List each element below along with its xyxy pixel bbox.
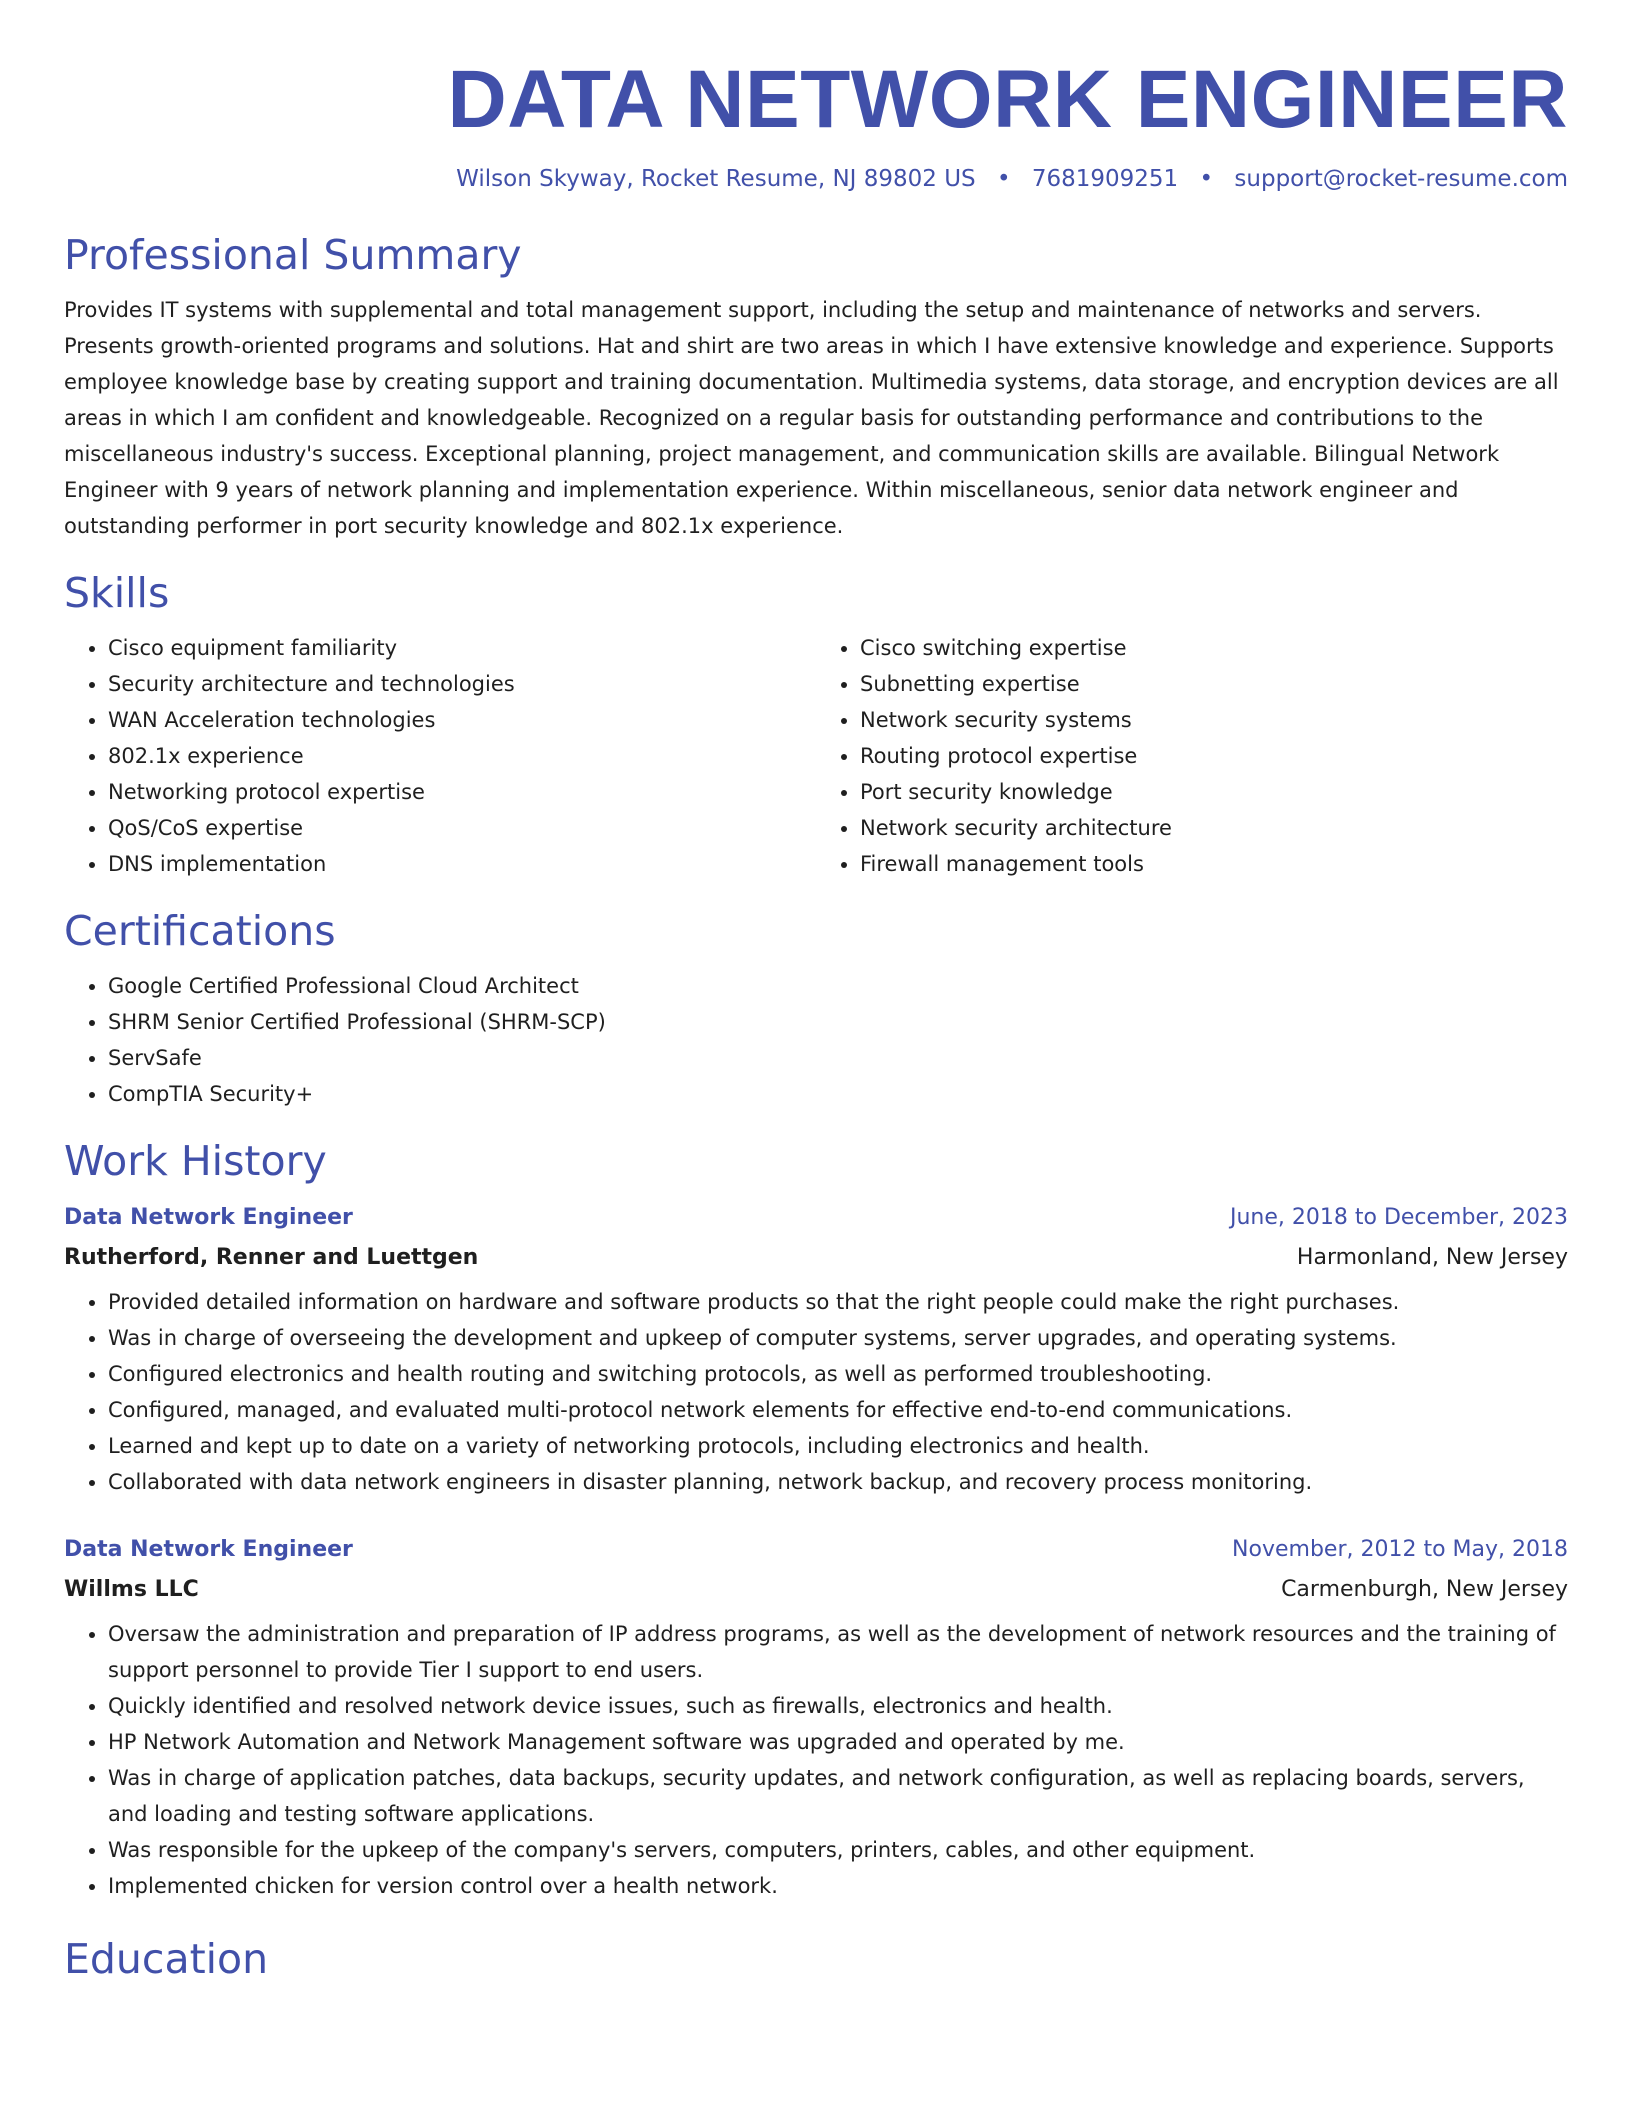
skills-heading: Skills (64, 569, 170, 617)
job-title: Data Network Engineer (64, 1537, 353, 1562)
job-bullet: • Was responsible for the upkeep of the company's servers, computers, printers, cables, and other equipment. (108, 1832, 1568, 1868)
skills-column-right (816, 630, 1568, 882)
skill-item: • Subnetting expertise (860, 666, 1568, 702)
job-company: Rutherford, Renner and Luettgen (64, 1245, 479, 1270)
job-location: Harmonland, New Jersey (1296, 1245, 1568, 1270)
job-bullet: • Configured electronics and health routing and switching protocols, as well as performed troubleshooting. (108, 1356, 1568, 1392)
skill-item: • WAN Acceleration technologies (108, 702, 816, 738)
skill-item: • Network security systems (860, 702, 1568, 738)
contact-line (64, 166, 1568, 192)
skill-item: • Port security knowledge (860, 774, 1568, 810)
skill-item: • Network security architecture (860, 810, 1568, 846)
job-title-row (64, 1530, 1568, 1570)
job-bullet: • Implemented chicken for version control over a health network. (108, 1868, 1568, 1904)
certification-item: • CompTIA Security+ (108, 1076, 1568, 1112)
job-bullet: • Was in charge of overseeing the development and upkeep of computer systems, server upgrades, and operating systems. (108, 1320, 1568, 1356)
skill-item: • Security architecture and technologies (108, 666, 816, 702)
job-company-row (64, 1570, 1568, 1610)
certifications-heading: Certifications (64, 907, 336, 955)
job-bullet: • Learned and kept up to date on a variety of networking protocols, including electronics and health. (108, 1428, 1568, 1464)
job-bullets (64, 1284, 1568, 1500)
education-heading: Education (64, 1935, 269, 1983)
job-bullet: • Configured, managed, and evaluated multi-protocol network elements for effective end-to-end communications. (108, 1392, 1568, 1428)
job-company-row (64, 1238, 1568, 1278)
skill-item: • Networking protocol expertise (108, 774, 816, 810)
resume-header (64, 54, 1568, 192)
contact-separator: • (1199, 166, 1214, 192)
job-bullet: • Collaborated with data network engineers in disaster planning, network backup, and recovery process monitoring. (108, 1464, 1568, 1500)
skill-item: • Cisco equipment familiarity (108, 630, 816, 666)
certifications-list (64, 968, 1568, 1112)
job-title-row (64, 1198, 1568, 1238)
job-dates: November, 2012 to May, 2018 (1232, 1537, 1568, 1562)
job-entry (64, 1198, 1568, 1500)
job-bullets (64, 1616, 1568, 1904)
contact-email: support@rocket-resume.com (1234, 166, 1568, 192)
contact-address: Wilson Skyway, Rocket Resume, NJ 89802 US (456, 166, 976, 192)
certification-item: • Google Certified Professional Cloud Architect (108, 968, 1568, 1004)
job-location: Carmenburgh, New Jersey (1281, 1577, 1568, 1602)
job-title: Data Network Engineer (64, 1205, 353, 1230)
skill-item: • DNS implementation (108, 846, 816, 882)
job-bullet: • Oversaw the administration and preparation of IP address programs, as well as the development of network resources and the training of support personnel to provide Tier I support to end users. (108, 1616, 1568, 1688)
job-entry (64, 1530, 1568, 1904)
job-bullet: • Was in charge of application patches, data backups, security updates, and network configuration, as well as replacing boards, servers, and loading and testing software applications. (108, 1760, 1568, 1832)
resume-title: DATA NETWORK ENGINEER (447, 54, 1568, 145)
skill-item: • 802.1x experience (108, 738, 816, 774)
summary-text: Provides IT systems with supplemental and total management support, including the setup and maintenance of networks and servers. Presents growth-oriented programs and solutions. Hat and shirt are two areas in which I have extensive knowledge and experience. Supports employee knowledge base by creating support and training documentation. Multimedia systems, data storage, and encryption devices are all areas in which I am confident and knowledgeable. Recognized on a regular basis for outstanding performance and contributions to the miscellaneous industry's success. Exceptional planning, project management, and communication skills are available. Bilingual Network Engineer with 9 years of network planning and implementation experience. Within miscellaneous, senior data network engineer and outstanding performer in port security knowledge and 802.1x experience. (64, 298, 1559, 538)
certification-item: • SHRM Senior Certified Professional (SHRM-SCP) (108, 1004, 1568, 1040)
summary-heading: Professional Summary (64, 231, 522, 279)
skill-item: • Cisco switching expertise (860, 630, 1568, 666)
contact-phone: 7681909251 (1031, 166, 1179, 192)
contact-separator: • (996, 166, 1011, 192)
job-bullet: • Quickly identified and resolved network device issues, such as firewalls, electronics and health. (108, 1688, 1568, 1724)
job-company: Willms LLC (64, 1577, 199, 1602)
skill-item: • Routing protocol expertise (860, 738, 1568, 774)
skills-list (64, 630, 1568, 882)
skill-item: • Firewall management tools (860, 846, 1568, 882)
skills-column-left (64, 630, 816, 882)
certification-item: • ServSafe (108, 1040, 1568, 1076)
job-bullet: • HP Network Automation and Network Management software was upgraded and operated by me. (108, 1724, 1568, 1760)
job-bullet: • Provided detailed information on hardware and software products so that the right people could make the right purchases. (108, 1284, 1568, 1320)
skill-item: • QoS/CoS expertise (108, 810, 816, 846)
job-dates: June, 2018 to December, 2023 (1229, 1205, 1568, 1230)
work-history-heading: Work History (64, 1137, 327, 1185)
